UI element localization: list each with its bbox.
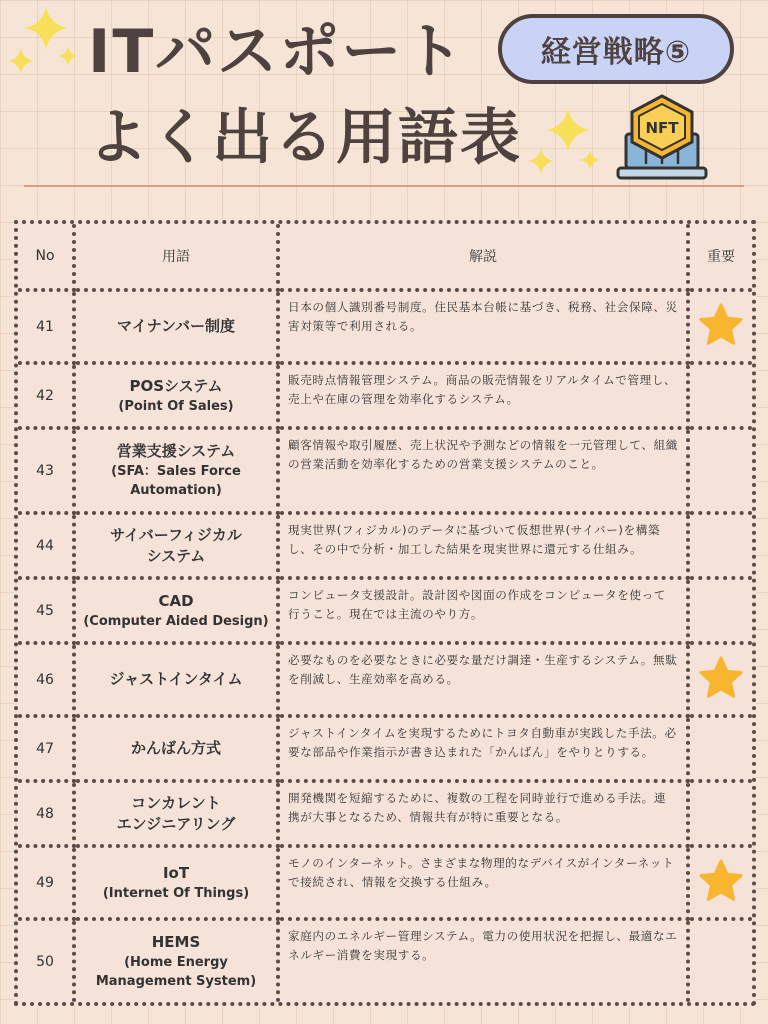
description-cell: 日本の個人識別番号制度。住民基本台帳に基づき、税務、社会保障、災害対策等で利用される。	[278, 290, 688, 363]
table-row	[18, 363, 752, 428]
importance-cell	[688, 428, 752, 513]
term-cell	[74, 578, 278, 643]
term-cell	[74, 428, 278, 513]
description-cell: 家庭内のエネルギー管理システム。電力の使用状況を把握し、最適なエネルギー消費を実現する。	[278, 919, 688, 1002]
star-icon	[698, 858, 744, 904]
table-row	[18, 919, 752, 1002]
term-name-line: かんばん方式	[130, 739, 221, 758]
table-row	[18, 290, 752, 363]
description-cell: 開発機関を短縮するために、複数の工程を同時並行で進める手法。連携が大事となるため、情報共有が特に重要となる。	[278, 781, 688, 846]
description-cell: 顧客情報や取引履歴、売上状況や予測などの情報を一元管理して、組織の営業活動を効率化するための営業支援システムのこと。	[278, 428, 688, 513]
sparkle-icon	[580, 150, 600, 170]
term-name-line: エンジニアリング	[116, 814, 236, 833]
importance-cell	[688, 846, 752, 919]
importance-cell	[688, 643, 752, 716]
sparkle-icon	[546, 108, 590, 152]
title-divider	[24, 185, 744, 187]
term-cell	[74, 919, 278, 1002]
table-row	[18, 716, 752, 781]
term-cell	[74, 363, 278, 428]
term-name-line: システム	[146, 546, 206, 565]
importance-cell	[688, 578, 752, 643]
term-subtitle: (Point Of Sales)	[118, 398, 234, 414]
term-name-line: 営業支援システム	[116, 442, 236, 461]
importance-cell	[688, 513, 752, 578]
star-icon	[698, 302, 744, 348]
nft-label: NFT	[645, 119, 679, 137]
table-row	[18, 513, 752, 578]
sparkle-icon	[24, 6, 68, 50]
table-row	[18, 428, 752, 513]
sparkle-icon	[528, 148, 554, 174]
nft-laptop-icon	[616, 92, 708, 184]
term-name-line: POSシステム	[129, 376, 223, 395]
term-subtitle: (SFA：Sales Force Automation)	[111, 464, 241, 499]
term-subtitle: (Internet Of Things)	[102, 885, 250, 901]
header-importance: 重要	[688, 224, 752, 290]
term-cell	[74, 716, 278, 781]
term-cell	[74, 290, 278, 363]
description-cell: モノのインターネット。さまざまな物理的なデバイスがインターネットで接続され、情報を交換する仕組み。	[278, 846, 688, 919]
header-no: No	[18, 224, 74, 290]
header-description: 解説	[278, 224, 688, 290]
description-cell: 販売時点情報管理システム。商品の販売情報をリアルタイムで管理し、売上や在庫の管理を効率化するシステム。	[278, 363, 688, 428]
term-subtitle: (Home Energy Management System)	[95, 955, 257, 990]
term-name-line: コンカレント	[131, 793, 221, 812]
sparkle-icon	[8, 48, 34, 74]
header-term: 用語	[74, 224, 278, 290]
page-title-line-2: よく出る用語表	[88, 103, 522, 173]
importance-cell	[688, 363, 752, 428]
category-badge: 経営戦略⑤	[498, 14, 734, 84]
row-number: 41	[18, 290, 74, 363]
row-number: 47	[18, 716, 74, 781]
row-number: 45	[18, 578, 74, 643]
table-header-row	[18, 224, 752, 290]
table-row	[18, 643, 752, 716]
row-number: 42	[18, 363, 74, 428]
term-name-line: ジャストインタイム	[109, 670, 243, 689]
star-icon	[698, 655, 744, 701]
row-number: 50	[18, 919, 74, 1002]
table-row	[18, 781, 752, 846]
term-name-line: IoT	[162, 863, 190, 882]
importance-cell	[688, 290, 752, 363]
description-cell: 必要なものを必要なときに必要な量だけ調達・生産するシステム。無駄を削減し、生産効率を高める。	[278, 643, 688, 716]
description-cell: コンピュータ支援設計。設計図や図面の作成をコンピュータを使って行うこと。現在では主流のやり方。	[278, 578, 688, 643]
description-cell: ジャストインタイムを実現するためにトヨタ自動車が実践した手法。必要な部品や作業指示が書き込まれた「かんばん」をやりとりする。	[278, 716, 688, 781]
term-cell	[74, 643, 278, 716]
importance-cell	[688, 716, 752, 781]
row-number: 43	[18, 428, 74, 513]
term-name-line: CAD	[158, 591, 194, 610]
row-number: 46	[18, 643, 74, 716]
glossary-table	[14, 220, 756, 1006]
row-number: 48	[18, 781, 74, 846]
term-subtitle: (Computer Aided Design)	[83, 613, 269, 629]
importance-cell	[688, 919, 752, 1002]
term-name-line: マイナンバー制度	[117, 317, 235, 336]
table-row	[18, 846, 752, 919]
term-cell	[74, 846, 278, 919]
term-cell	[74, 513, 278, 578]
table-row	[18, 578, 752, 643]
description-cell: 現実世界(フィジカル)のデータに基づいて仮想世界(サイバー)を構築し、その中で分析・加工した結果を現実世界に還元する仕組み。	[278, 513, 688, 578]
importance-cell	[688, 781, 752, 846]
term-name-line: HEMS	[151, 933, 201, 952]
row-number: 49	[18, 846, 74, 919]
page-title-line-1: ITパスポート	[88, 17, 466, 87]
term-cell	[74, 781, 278, 846]
row-number: 44	[18, 513, 74, 578]
sparkle-icon	[58, 46, 78, 66]
term-name-line: サイバーフィジカル	[110, 525, 242, 544]
